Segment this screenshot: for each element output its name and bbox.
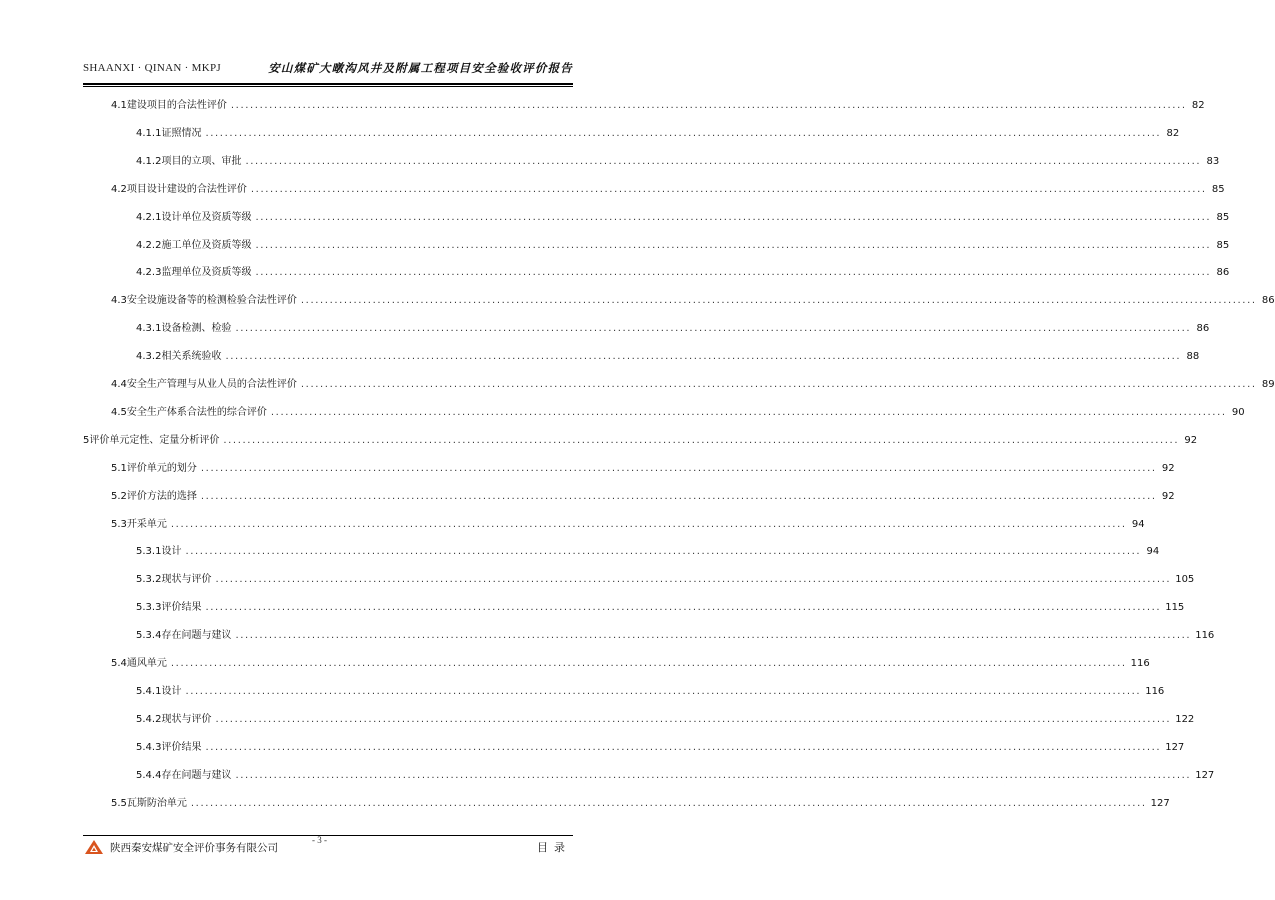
- toc-entry-title: 监理单位及资质等级: [161, 267, 252, 279]
- toc-entry-title: 安全设施设备等的检测检验合法性评价: [126, 295, 297, 307]
- toc-leader-dots: ........................................................................................................................................................................................................: [235, 630, 1192, 642]
- toc-entry-page: 94: [1131, 518, 1145, 530]
- toc-entry-number: 5.2: [111, 490, 127, 502]
- toc-entry-page: 127: [1150, 797, 1170, 809]
- toc-entry-title: 瓦斯防治单元: [126, 797, 187, 809]
- toc-leader-dots: ........................................................................................................................................................................................................: [200, 462, 1157, 474]
- toc-entry-number: 5.3.2: [136, 574, 162, 586]
- toc-leader-dots: ........................................................................................................................................................................................................: [300, 295, 1257, 307]
- toc-entry-title: 项目设计建设的合法性评价: [126, 183, 247, 195]
- toc-entry[interactable]: [111, 378, 1275, 392]
- toc-leader-dots: ........................................................................................................................................................................................................: [170, 658, 1127, 669]
- toc-leader-dots: ........................................................................................................................................................................................................: [205, 741, 1162, 753]
- toc-entry-title: 通风单元: [126, 658, 167, 669]
- toc-entry-title: 评价单元定性、定量分析评价: [89, 434, 220, 446]
- toc-entry-number: 4.1: [111, 100, 127, 111]
- toc-entry-number: 4.2: [111, 183, 127, 195]
- toc-entry[interactable]: [136, 266, 1230, 280]
- toc-leader-dots: ........................................................................................................................................................................................................: [190, 797, 1147, 809]
- toc-leader-dots: ........................................................................................................................................................................................................: [245, 155, 1202, 167]
- toc-entry-page: 85: [1216, 239, 1230, 251]
- footer-page-number: - 3 -: [312, 835, 327, 845]
- toc-entry[interactable]: [136, 769, 1215, 783]
- toc-entry-page: 85: [1211, 183, 1225, 195]
- toc-entry-number: 5.3.3: [136, 602, 162, 614]
- toc-entry-title: 现状与评价: [161, 574, 212, 586]
- toc-leader-dots: ........................................................................................................................................................................................................: [225, 351, 1182, 363]
- toc-entry-page: 116: [1130, 658, 1150, 669]
- toc-entry-page: 88: [1186, 351, 1200, 363]
- toc-entry[interactable]: [136, 713, 1195, 727]
- toc-entry-page: 83: [1206, 155, 1220, 167]
- toc-entry-page: 85: [1216, 211, 1230, 223]
- toc-leader-dots: ........................................................................................................................................................................................................: [235, 323, 1192, 335]
- toc-entry-page: 86: [1196, 323, 1210, 335]
- toc-entry-title: 设备检测、检验: [161, 323, 232, 335]
- toc-entry-title: 建设项目的合法性评价: [126, 100, 227, 111]
- toc-entry-page: 105: [1175, 574, 1195, 586]
- toc-entry-number: 5.5: [111, 797, 127, 809]
- company-logo-icon: [84, 839, 104, 855]
- toc-leader-dots: ........................................................................................................................................................................................................: [300, 379, 1257, 390]
- toc-entry-number: 4.1.1: [136, 127, 162, 139]
- toc-entry-number: 5.3.4: [136, 630, 162, 642]
- toc-entry-number: 4.2.2: [136, 239, 162, 251]
- toc-leader-dots: ........................................................................................................................................................................................................: [255, 239, 1212, 251]
- toc-entry-page: 90: [1231, 406, 1245, 418]
- toc-entry-page: 115: [1165, 602, 1185, 614]
- toc-entry[interactable]: [136, 629, 1215, 643]
- toc-entry-page: 127: [1165, 741, 1185, 753]
- toc-entry-title: 证照情况: [161, 127, 202, 139]
- toc-entry-title: 设计: [161, 546, 182, 558]
- toc-entry-title: 安全生产管理与从业人员的合法性评价: [126, 379, 297, 390]
- toc-entry-number: 5.1: [111, 462, 127, 474]
- toc-entry-number: 4.4: [111, 379, 127, 390]
- toc-entry-page: 86: [1261, 295, 1275, 307]
- toc-entry[interactable]: [136, 573, 1195, 587]
- toc-leader-dots: ........................................................................................................................................................................................................: [230, 100, 1187, 111]
- toc-leader-dots: ........................................................................................................................................................................................................: [200, 490, 1157, 502]
- toc-entry-number: 5.4.2: [136, 713, 162, 725]
- toc-entry-number: 4.5: [111, 406, 127, 418]
- toc-entry[interactable]: [136, 545, 1160, 559]
- toc-entry-page: 116: [1195, 630, 1215, 642]
- toc-leader-dots: ........................................................................................................................................................................................................: [255, 267, 1212, 279]
- footer-company-name: 陕西秦安煤矿安全评价事务有限公司: [110, 842, 278, 854]
- toc-entry-page: 86: [1216, 267, 1230, 279]
- toc-entry-number: 5.4.4: [136, 769, 162, 781]
- toc-entry[interactable]: [136, 127, 1180, 141]
- toc-entry-page: 92: [1161, 462, 1175, 474]
- toc-leader-dots: ........................................................................................................................................................................................................: [250, 183, 1207, 195]
- toc-entry-title: 项目的立项、审批: [161, 155, 242, 167]
- toc-entry-page: 92: [1184, 434, 1198, 446]
- page-header: [83, 58, 573, 82]
- toc-entry-title: 评价方法的选择: [126, 490, 197, 502]
- toc-entry-page: 92: [1161, 490, 1175, 502]
- header-report-title: 安山煤矿大暾沟风井及附属工程项目安全验收评价报告: [268, 61, 573, 75]
- toc-entry[interactable]: [136, 239, 1230, 253]
- footer-section-label: 目录: [537, 841, 571, 854]
- toc-entry-title: 评价结果: [161, 602, 202, 614]
- toc-entry-page: 127: [1195, 769, 1215, 781]
- toc-entry[interactable]: [111, 797, 1170, 811]
- toc-entry-page: 82: [1191, 100, 1205, 111]
- toc-leader-dots: ........................................................................................................................................................................................................: [185, 546, 1142, 558]
- toc-entry-number: 4.3.2: [136, 351, 162, 363]
- toc-entry-title: 施工单位及资质等级: [161, 239, 252, 251]
- toc-entry[interactable]: [111, 183, 1225, 197]
- toc-leader-dots: ........................................................................................................................................................................................................: [223, 434, 1180, 446]
- header-rule-thin: [83, 86, 573, 87]
- toc-entry-page: 122: [1175, 713, 1195, 725]
- toc-entry-number: 4.3: [111, 295, 127, 307]
- toc-entry-page: 82: [1166, 127, 1180, 139]
- toc-entry-title: 开采单元: [126, 518, 167, 530]
- toc-entry[interactable]: [111, 490, 1175, 504]
- toc-entry-title: 存在问题与建议: [161, 769, 232, 781]
- toc-entry-title: 现状与评价: [161, 713, 212, 725]
- footer-rule: [83, 835, 573, 836]
- toc-leader-dots: ........................................................................................................................................................................................................: [270, 406, 1227, 418]
- toc-entry-title: 存在问题与建议: [161, 630, 232, 642]
- toc-entry[interactable]: [111, 657, 1150, 671]
- toc-entry-number: 4.1.2: [136, 155, 162, 167]
- toc-entry-number: 5.3.1: [136, 546, 162, 558]
- toc-entry-number: 4.3.1: [136, 323, 162, 335]
- header-left-text: SHAANXI · QINAN · MKPJ: [83, 62, 221, 74]
- toc-entry-number: 5.4: [111, 658, 127, 669]
- toc-entry-page: 94: [1146, 546, 1160, 558]
- toc-entry-number: 5.4.3: [136, 741, 162, 753]
- toc-leader-dots: ........................................................................................................................................................................................................: [205, 602, 1162, 614]
- toc-entry[interactable]: [136, 685, 1165, 699]
- toc-entry[interactable]: [111, 518, 1145, 532]
- toc-leader-dots: ........................................................................................................................................................................................................: [255, 211, 1212, 223]
- toc-entry[interactable]: [136, 741, 1185, 755]
- header-rule: [83, 83, 573, 85]
- toc-entry-number: 5: [83, 434, 90, 446]
- toc-entry[interactable]: [111, 406, 1245, 420]
- toc-leader-dots: ........................................................................................................................................................................................................: [205, 127, 1162, 139]
- toc-entry-number: 4.2.3: [136, 267, 162, 279]
- toc-entry-title: 评价单元的划分: [126, 462, 197, 474]
- toc-entry[interactable]: [111, 294, 1275, 308]
- toc-entry-title: 安全生产体系合法性的综合评价: [126, 406, 267, 418]
- toc-entry[interactable]: [136, 211, 1230, 225]
- toc-entry[interactable]: [136, 155, 1220, 169]
- toc-entry-page: 116: [1145, 685, 1165, 697]
- toc-entry[interactable]: [136, 601, 1185, 615]
- toc-entry-title: 设计: [161, 685, 182, 697]
- toc-entry-title: 相关系统验收: [161, 351, 222, 363]
- toc-entry-page: 89: [1261, 379, 1275, 390]
- toc-leader-dots: ........................................................................................................................................................................................................: [170, 518, 1127, 530]
- toc-leader-dots: ........................................................................................................................................................................................................: [215, 574, 1172, 586]
- toc-entry-number: 5.4.1: [136, 685, 162, 697]
- toc-entry[interactable]: [136, 350, 1200, 364]
- toc-entry[interactable]: [83, 434, 1198, 448]
- toc-entry[interactable]: [111, 99, 1205, 113]
- toc-entry[interactable]: [111, 462, 1175, 476]
- toc-entry[interactable]: [136, 322, 1210, 336]
- toc-leader-dots: ........................................................................................................................................................................................................: [235, 769, 1192, 781]
- toc-entry-title: 设计单位及资质等级: [161, 211, 252, 223]
- toc-entry-number: 4.2.1: [136, 211, 162, 223]
- toc-entry-title: 评价结果: [161, 741, 202, 753]
- toc-leader-dots: ........................................................................................................................................................................................................: [185, 685, 1142, 697]
- toc-entry-number: 5.3: [111, 518, 127, 530]
- toc-leader-dots: ........................................................................................................................................................................................................: [215, 713, 1172, 725]
